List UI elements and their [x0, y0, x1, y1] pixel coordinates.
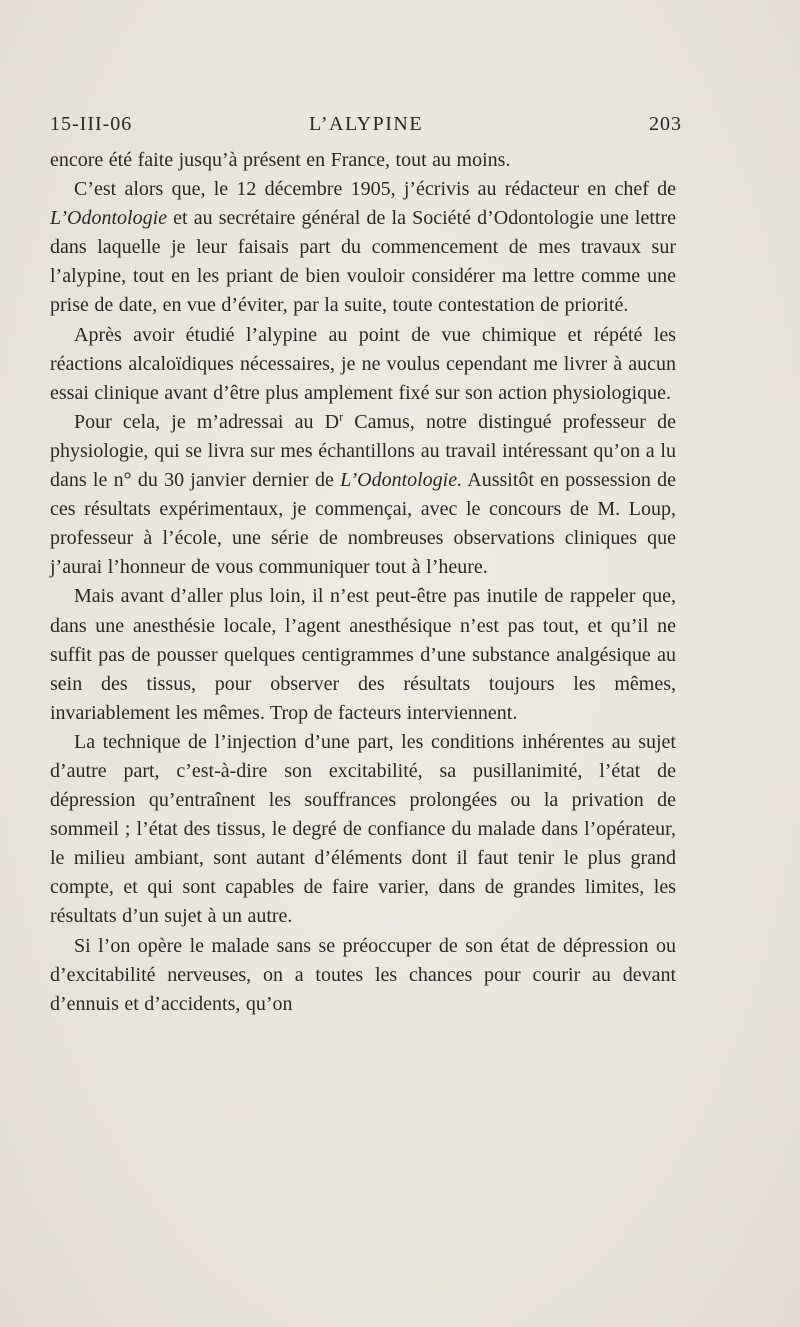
paragraph-1 — [50, 175, 676, 320]
paragraph-3-text-b: Camus, notre distingué professeur de physiologie, qui se livra sur mes échantillons au travail intéressant qu’on a lu dans le n° du 30 janvier dernier de — [50, 410, 676, 492]
paragraph-3 — [50, 408, 676, 583]
body-text — [50, 146, 676, 1019]
paragraph-3-text-c: Aussitôt en possession de ces résultats expérimentaux, je commençai, avec le concours de M. Loup, professeur à l’école, une série de nombreuses observations cliniques que j’aurai l’honneur de vous communiquer tout à l’heure. — [50, 469, 676, 579]
paragraph-1-text-b: et au secrétaire général de la Société d’Odontologie une lettre dans laquelle je leur faisais part du commencement de mes travaux sur l’alypine, tout en les priant de bien vouloir considérer ma lettre comme une prise de date, en vue d’éviter, par la suite, toute contestation de priorité. — [50, 207, 676, 317]
doctor-superscript: r — [339, 409, 344, 424]
paragraph-1-text-a: C’est alors que, le 12 décembre 1905, j’écrivis au rédacteur en chef de — [74, 178, 676, 201]
page-number: 203 — [649, 113, 682, 135]
paragraph-continued: encore été faite jusqu’à présent en France, tout au moins. — [50, 149, 511, 171]
running-head — [50, 113, 682, 139]
paragraph-4: Mais avant d’aller plus loin, il n’est peut-être pas inutile de rappeler que, dans une anesthésie locale, l’agent anesthésique n’est pas tout, et qu’il ne suffit pas de pousser quelques centigrammes d’une substance analgésique au sein des tissus, pour observer des résultats toujours les mêmes, invariablement les mêmes. Trop de facteurs interviennent. — [50, 585, 676, 724]
header-title: L’ALYPINE — [308, 113, 424, 135]
paragraph-6: Si l’on opère le malade sans se préoccuper de son état de dépression ou d’excitabilité nerveuses, on a toutes les chances pour courir au devant d’ennuis et d’accidents, qu’on — [50, 934, 676, 1015]
header-date: 15-III-06 — [50, 113, 133, 135]
paragraph-5: La technique de l’injection d’une part, les conditions inhérentes au sujet d’autre part, c’est-à-dire son excitabilité, sa pusillanimité, l’état de dépression qu’entraînent les souffrances prolongées ou la privation de sommeil ; l’état des tissus, le degré de confiance du malade dans l’opérateur, le milieu ambiant, sont autant d’éléments dont il faut tenir le plus grand compte, et qui sont capables de faire varier, dans de grandes limites, les résultats d’un sujet à un autre. — [50, 730, 676, 928]
paragraph-2: Après avoir étudié l’alypine au point de vue chimique et répété les réactions alcaloïdiques nécessaires, je ne voulus cependant me livrer à aucun essai clinique avant d’être plus amplement fixé sur son action physiologique. — [50, 323, 676, 404]
paragraph-3-text-a: Pour cela, je m’adressai au D — [74, 410, 340, 433]
journal-title-2: L’Odontologie. — [340, 469, 463, 492]
journal-title: L’Odontologie — [50, 207, 168, 230]
